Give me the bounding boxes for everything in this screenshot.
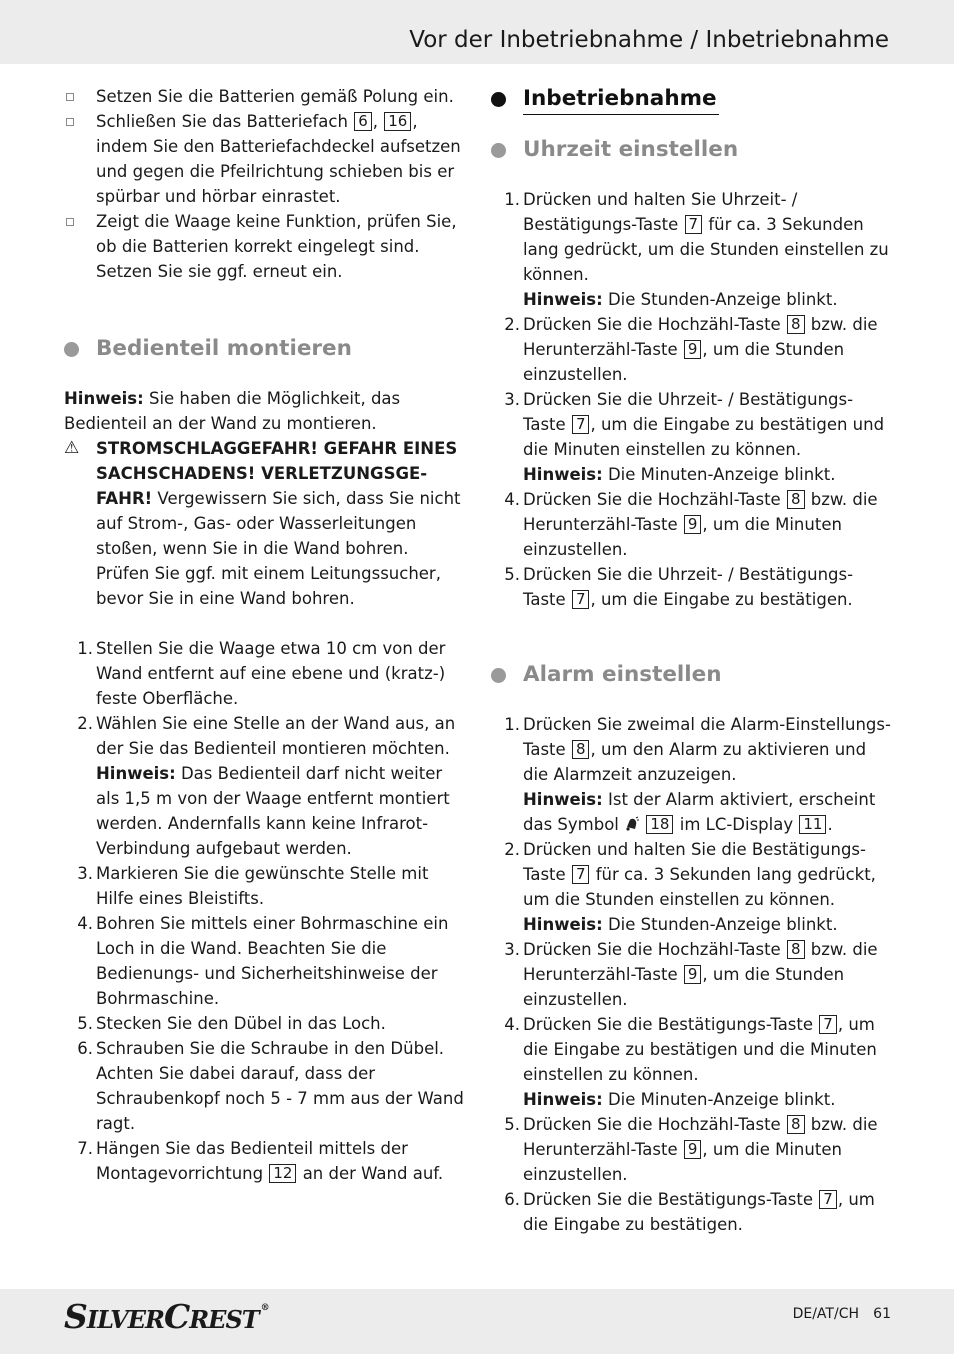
list-item: Zeigt die Waage keine Funktion, prüfen Sie, ob die Batterien korrekt eingelegt sind. Setzen Sie sie ggf. erneut ein. [64, 209, 466, 284]
warning-block: ⚠ STROMSCHLAGGEFAHR! GEFAHR EINES SACHSCHADENS! VERLETZUNGSGEFAHR! Vergewissern Sie sich, dass Sie nicht auf Strom-, Gas- oder Wasserleitungen stoßen, wenn Sie in die Wand bohren. Prüfen Sie ggf. mit einem Leitungssucher, bevor Sie in eine Wand bohren. [64, 438, 461, 608]
alarm-steps [491, 712, 891, 1237]
list-item: Schließen Sie das Batteriefach 6 , 16 , indem Sie den Batteriefachdeckel aufsetzen und gegen die Pfeilrichtung schieben bis er spürbar und hörbar einrastet. [64, 109, 466, 209]
ref-box: 16 [384, 112, 411, 131]
silvercrest-logo: SILVERCREST ® [64, 1297, 269, 1336]
list-item: 2. Drücken und halten Sie die Bestätigungs-Taste 7 für ca. 3 Sekunden lang gedrückt, um die Stunden einstellen zu können. Hinweis: Die Stunden-Anzeige blinkt. [504, 840, 876, 934]
section-heading-alarm: Alarm einstellen [491, 660, 891, 690]
ref-box: 7 [819, 1015, 837, 1034]
warning-triangle-icon: ⚠ [64, 438, 80, 458]
ref-box: 9 [684, 340, 702, 359]
list-item: 6. Schrauben Sie die Schraube in den Dübel. Achten Sie dabei darauf, dass der Schraubenkopf noch 5 - 7 mm aus der Wand ragt. [77, 1039, 464, 1133]
battery-bullets [64, 84, 466, 284]
ref-box: 11 [799, 815, 826, 834]
section-heading-bedienteil: Bedienteil montieren [64, 334, 466, 364]
ref-box: 8 [787, 1115, 805, 1134]
page-number: 61 [873, 1306, 891, 1322]
list-item: 4. Drücken Sie die Bestätigungs-Taste 7 , um die Eingabe zu bestätigen und die Minuten einstellen zu können. Hinweis: Die Minuten-Anzeige blinkt. [504, 1015, 877, 1109]
ref-box: 7 [572, 415, 590, 434]
ref-box: 7 [685, 215, 703, 234]
list-item: 4. Drücken Sie die Hochzähl-Taste 8 bzw. die Herunterzähl-Taste 9 , um die Minuten einzustellen. [504, 490, 878, 559]
mount-steps [64, 636, 466, 1186]
bullet-dot-icon [491, 143, 506, 158]
bullet-dot-icon [491, 92, 506, 107]
ref-box: 9 [684, 1140, 702, 1159]
ref-box: 12 [269, 1164, 296, 1183]
list-item: 2. Drücken Sie die Hochzähl-Taste 8 bzw. die Herunterzähl-Taste 9 , um die Stunden einzustellen. [504, 315, 878, 384]
page-title: Vor der Inbetriebnahme / Inbetriebnahme [409, 27, 889, 53]
clock-steps [491, 187, 891, 612]
list-item: 3. Markieren Sie die gewünschte Stelle mit Hilfe eines Bleistifts. [77, 864, 429, 908]
list-item: 1. Stellen Sie die Waage etwa 10 cm von der Wand entfernt auf eine ebene und (kratz-) feste Oberfläche. [77, 639, 446, 708]
ref-box: 7 [819, 1190, 837, 1209]
ref-box: 9 [684, 515, 702, 534]
list-item: 1. Drücken Sie zweimal die Alarm-Einstellungs-Taste 8 , um den Alarm zu aktivieren und die Alarmzeit anzuzeigen. Hinweis: Ist der Alarm aktiviert, erscheint das Symbol 18 im LC-Display 11 . [504, 715, 891, 834]
list-item: 3. Drücken Sie die Uhrzeit- / Bestätigungs-Taste 7 , um die Eingabe zu bestätigen und die Minuten einstellen zu können. Hinweis: Die Minuten-Anzeige blinkt. [504, 390, 885, 484]
right-column [491, 84, 891, 1237]
page-header [0, 0, 954, 64]
list-item: 1. Drücken und halten Sie Uhrzeit- / Bestätigungs-Taste 7 für ca. 3 Sekunden lang gedrückt, um die Stunden einstellen zu können. Hinweis: Die Stunden-Anzeige blinkt. [504, 190, 889, 309]
list-item: 5. Drücken Sie die Uhrzeit- / Bestätigungs-Taste 7 , um die Eingabe zu bestätigen. [504, 565, 854, 609]
list-item: 5. Drücken Sie die Hochzähl-Taste 8 bzw. die Herunterzähl-Taste 9 , um die Minuten einzustellen. [504, 1115, 878, 1184]
ref-box: 18 [646, 815, 673, 834]
ref-box: 8 [787, 940, 805, 959]
section-heading-uhrzeit: Uhrzeit einstellen [491, 135, 891, 165]
list-item: 5. Stecken Sie den Dübel in das Loch. [77, 1014, 386, 1033]
list-item: 6. Drücken Sie die Bestätigungs-Taste 7 , um die Eingabe zu bestätigen. [504, 1190, 875, 1234]
list-item: 4. Bohren Sie mittels einer Bohrmaschine ein Loch in die Wand. Beachten Sie die Bedienungs- und Sicherheitshinweise der Bohrmaschine. [77, 914, 449, 1008]
section-heading-inbetriebnahme: Inbetriebnahme [491, 84, 891, 115]
list-item: 3. Drücken Sie die Hochzähl-Taste 8 bzw. die Herunterzähl-Taste 9 , um die Stunden einzustellen. [504, 940, 878, 1009]
bullet-dot-icon [64, 342, 79, 357]
bullet-dot-icon [491, 668, 506, 683]
left-column [64, 84, 466, 1186]
ref-box: 8 [572, 740, 590, 759]
bell-icon [624, 816, 640, 832]
list-item: 2. Wählen Sie eine Stelle an der Wand aus, an der Sie das Bedienteil montieren möchten. Hinweis: Das Bedienteil darf nicht weiter als 1,5 m von der Waage entfernt montiert werden. Andernfalls kann keine Infrarot-Verbindung aufgebaut werden. [77, 714, 456, 858]
note-paragraph: Hinweis: Sie haben die Möglichkeit, das Bedienteil an der Wand zu montieren. [64, 389, 401, 433]
ref-box: 8 [787, 490, 805, 509]
locale-label: DE/AT/CH [792, 1306, 859, 1322]
ref-box: 9 [684, 965, 702, 984]
list-item: Setzen Sie die Batterien gemäß Polung ein. [64, 84, 466, 109]
ref-box: 7 [572, 590, 590, 609]
ref-box: 7 [572, 865, 590, 884]
ref-box: 8 [787, 315, 805, 334]
ref-box: 6 [354, 112, 372, 131]
list-item: 7. Hängen Sie das Bedienteil mittels der Montagevorrichtung 12 an der Wand auf. [77, 1139, 444, 1183]
